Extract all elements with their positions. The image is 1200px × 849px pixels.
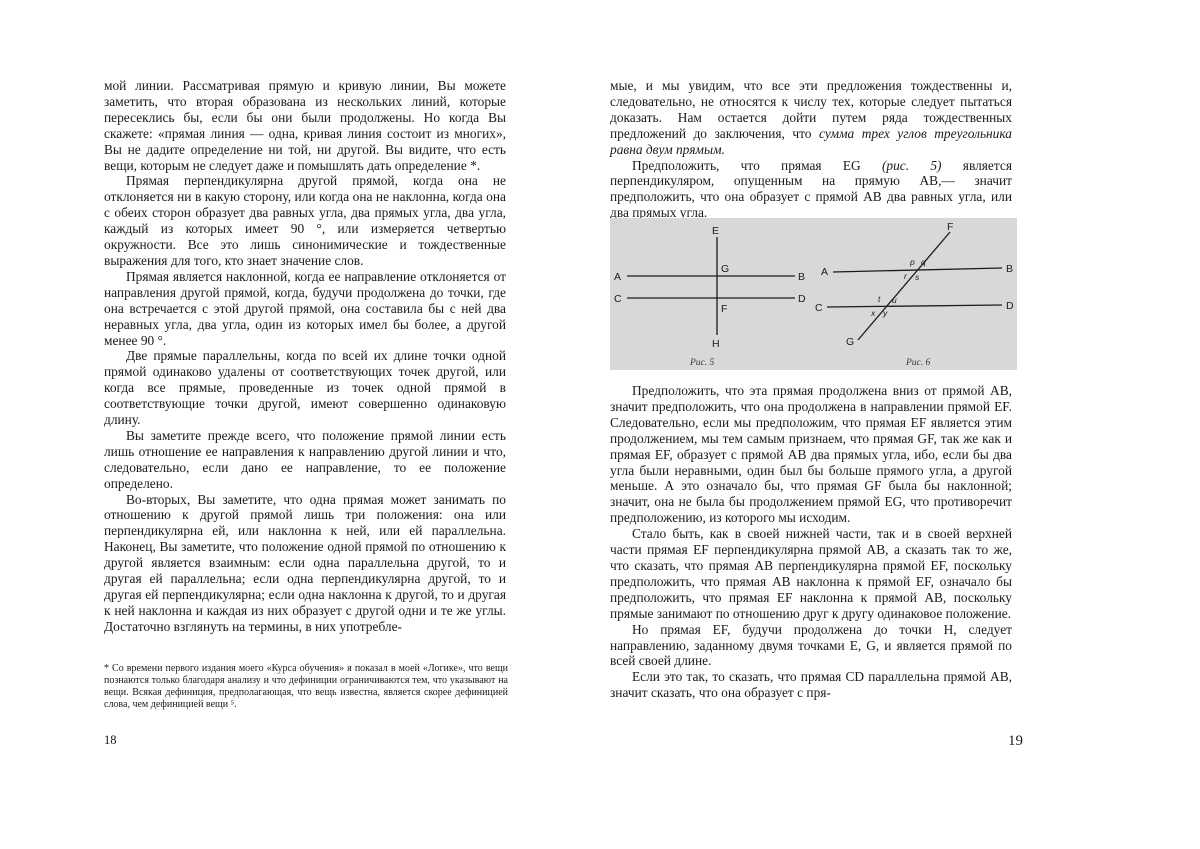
label-f-fig6: F <box>947 221 953 233</box>
label-c-fig6: C <box>815 302 823 314</box>
label-h-fig5: H <box>712 338 720 350</box>
paragraph <box>610 158 1012 222</box>
caption-fig6: Рис. 6 <box>905 358 931 368</box>
right-text-column-top <box>610 78 1012 221</box>
label-b-fig5: B <box>798 271 805 283</box>
label-b-fig6: B <box>1006 263 1013 275</box>
label-c-fig5: C <box>614 293 622 305</box>
paragraph: мой линии. Рассматривая прямую и кривую линии, Вы можете заметить, что вторая образована из нескольких линий, которые пересеклись бы, если бы они были продолжены. Но когда Вы скажете: «прямая линия — одна, кривая линия состоит из многих», Вы не дадите определение ни той, ни другой. Вы видите, что есть вещи, которым не следует даже и помышлять дать определение *. <box>104 78 506 173</box>
paragraph: Прямая является наклонной, когда ее направление отклоняется от направления другой прямой, когда, будучи продолжена до точки, где она встречается с этой другой прямой, она составила бы с ней два неравных угла, два угла, один из которых имел бы более, а другой менее 90 °. <box>104 269 506 349</box>
label-f-fig5: F <box>721 303 727 315</box>
line-fg-fig6 <box>858 232 950 340</box>
label-g-fig5: G <box>721 263 729 275</box>
paragraph: Вы заметите прежде всего, что положение прямой линии есть лишь отношение ее направления к направлению другой линии и что, следовательно, если дано ее направление, то ее положение определено. <box>104 428 506 492</box>
label-e-fig5: E <box>712 225 719 237</box>
figure-drawing <box>610 218 1017 370</box>
label-a-fig5: A <box>614 271 621 283</box>
angle-r: r <box>904 271 908 281</box>
label-d-fig6: D <box>1006 300 1014 312</box>
angle-x: x <box>870 308 876 318</box>
label-d-fig5: D <box>798 293 806 305</box>
angle-q: q <box>921 257 926 267</box>
figure-reference: (рис. 5) <box>882 158 942 173</box>
paragraph: Предположить, что эта прямая продолжена вниз от прямой AB, значит предположить, что она продолжена в направлении прямой EF. Следовательно, если мы предположим, что прямая EF является этим продолжением, мы тем самым признаем, что прямая GF, так же как и прямая EF, образует с прямой AB два прямых угла, ибо, если бы два угла были неравными, один был бы больше прямого угла, а другой меньше. А это означало бы, что прямая GF была бы наклонной; значит, она не была бы продолжением прямой EG, что противоречит предположению, из которого мы исходим. <box>610 383 1012 526</box>
line-cd-fig6 <box>827 305 1002 307</box>
angle-s: s <box>915 272 920 282</box>
angle-t: t <box>878 294 881 304</box>
angle-y: y <box>882 308 888 318</box>
label-a-fig6: A <box>821 266 828 278</box>
footnote: * Со времени первого издания моего «Курса обучения» я показал в моей «Логике», что вещи познаются только благодаря анализу и что дефиниции ограничиваются тем, что указывают на вещи. Всякая дефиниция, предполагающая, что вещь известна, является скорее дефиницией слова, чем дефиницией вещи ⁵. <box>104 663 508 711</box>
paragraph-text: является перпендикуляром, опущенным на прямую AB,— значит предположить, что она образует с прямой AB два равных угла, или два прямых угла. <box>610 158 1012 221</box>
angle-p: p <box>909 257 915 267</box>
figures-5-6 <box>610 218 1017 370</box>
label-g-fig6: G <box>846 336 854 348</box>
angle-u: u <box>892 295 897 305</box>
figure-5 <box>627 237 795 335</box>
left-page <box>0 0 600 849</box>
left-text-column <box>104 78 506 635</box>
paragraph-text: мые, и мы увидим, что все эти предложения тождественны и, следовательно, не относятся к числу тех, которые следует пытаться доказать. Нам остается дойти путем ряда тождественных предложений до заключения, что <box>610 78 1012 141</box>
page-number-left: 18 <box>104 733 117 748</box>
page-number-right: 19 <box>1008 733 1023 750</box>
theorem-statement: сумма трех углов треугольника равна двум прямым. <box>610 126 1012 157</box>
paragraph: Прямая перпендикулярна другой прямой, когда она не отклоняется ни в какую сторону, или когда она не наклонна, когда она с обеих сторон образует два равных угла, два прямых угла, два угла, каждый из которых имеет 90 °, или измеряется четвертью окружности. Все это лишь синонимические и тождественные выражения для того, кто знает значение слов. <box>104 173 506 268</box>
paragraph: Стало быть, как в своей нижней части, так и в своей верхней части прямая EF перпендикулярна прямой AB, а сказать так то же, что сказать, что прямая AB перпендикулярна прямой EF, поскольку предположить, что прямая AB наклонна к прямой EF, означало бы предположить, что прямая EF наклонна к прямой AB, поскольку прямые занимают по отношению друг к другу одинаковое положение. <box>610 526 1012 621</box>
paragraph: Но прямая EF, будучи продолжена до точки H, следует направлению, заданному двумя точками E, G, и является прямой по всей своей длине. <box>610 622 1012 670</box>
right-page <box>600 0 1200 849</box>
paragraph <box>610 78 1012 158</box>
paragraph: Во-вторых, Вы заметите, что одна прямая может занимать по отношению к другой прямой лишь три положения: она или перпендикулярна ей, или наклонна к ней, или ей параллельна. Наконец, Вы заметите, что положение одной прямой по отношению к другой является взаимным: если одна параллельна другой, то и другая ей параллельна; если одна перпендикулярна другой, то и другая ей перпендикулярна; если одна наклонна к другой, то и другая к ней наклонна и каждая из них образует с другой одни и те же углы. Достаточно взглянуть на термины, в них употребле- <box>104 492 506 635</box>
right-text-column-bottom <box>610 383 1012 701</box>
paragraph: Если это так, то сказать, что прямая CD параллельна прямой AB, значит сказать, что она образует с пря- <box>610 669 1012 701</box>
caption-fig5: Рис. 5 <box>689 358 715 368</box>
figure-6 <box>827 232 1002 340</box>
paragraph-text: Предположить, что прямая EG <box>632 158 882 173</box>
paragraph: Две прямые параллельны, когда по всей их длине точки одной прямой одинаково удалены от соответствующих точек другой, или когда все прямые, проведенные из точек одной прямой в соответствующие точки другой, имеют совершенно одинаковую длину. <box>104 348 506 428</box>
